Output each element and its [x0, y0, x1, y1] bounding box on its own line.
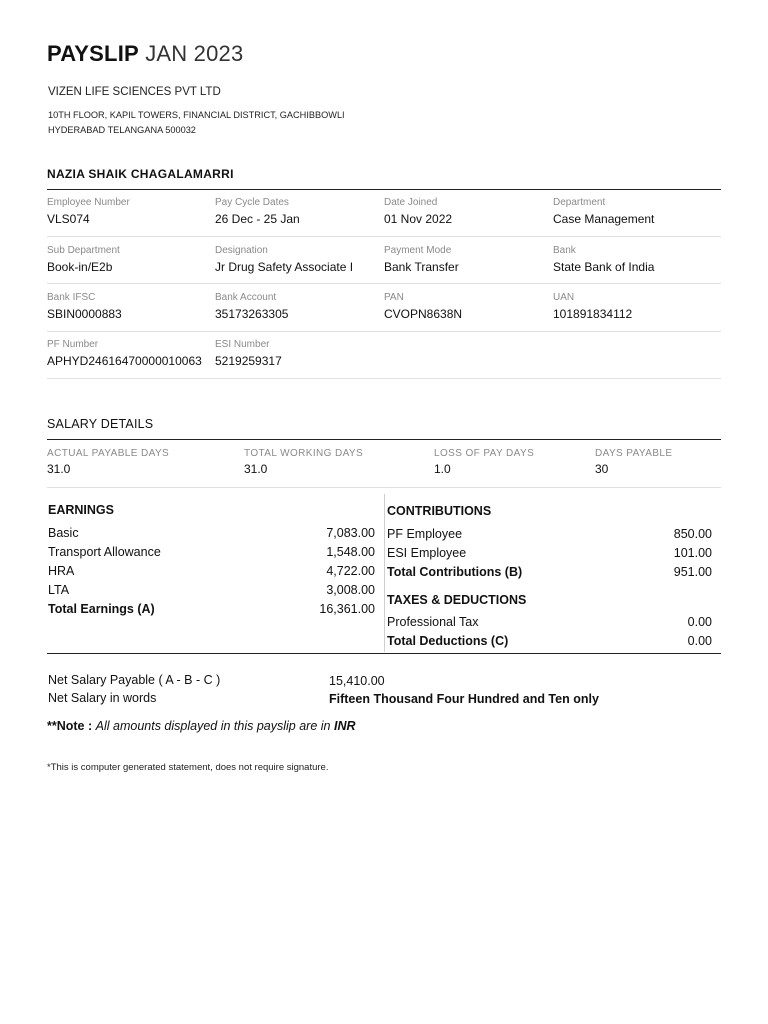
total-earnings-label: Total Earnings (A): [48, 602, 155, 616]
field-label: PF Number: [47, 339, 99, 350]
net-salary-payable-label: Net Salary Payable ( A - B - C ): [48, 673, 221, 687]
salary-details-title: SALARY DETAILS: [47, 417, 154, 431]
total-earnings-amount: 16,361.00: [319, 602, 375, 616]
field-value: 5219259317: [215, 354, 282, 368]
salary-divider: [47, 439, 721, 440]
contribution-name: PF Employee: [387, 527, 463, 541]
days-label: DAYS PAYABLE: [595, 448, 673, 459]
field-label: Bank Account: [215, 292, 277, 303]
note-text: All amounts displayed in this payslip are in: [95, 719, 331, 733]
days-label: LOSS OF PAY DAYS: [434, 448, 535, 459]
field-value: Bank Transfer: [384, 260, 459, 274]
days-label: TOTAL WORKING DAYS: [244, 448, 364, 459]
field-label: Date Joined: [384, 197, 438, 208]
earning-name: Transport Allowance: [48, 545, 161, 559]
title-month: JAN 2023: [145, 41, 244, 66]
field-date-joined: [384, 197, 452, 227]
field-label: Sub Department: [47, 245, 120, 256]
days-value: 30: [595, 462, 609, 476]
field-label: Designation: [215, 245, 268, 256]
note-currency: INR: [333, 719, 356, 733]
row-divider: [47, 331, 721, 332]
earnings-column-divider: [384, 494, 385, 652]
employee-name: NAZIA SHAIK CHAGALAMARRI: [47, 167, 234, 181]
field-designation: [215, 245, 353, 275]
employee-divider: [47, 189, 721, 190]
days-payable: [595, 448, 672, 477]
net-salary-words-value: Fifteen Thousand Four Hundred and Ten only: [329, 692, 599, 706]
field-bank-account: [215, 292, 288, 322]
days-actual-payable: [47, 448, 169, 477]
total-contributions-amount: 951.00: [673, 565, 712, 579]
field-pan: [384, 292, 462, 322]
days-value: 31.0: [47, 462, 71, 476]
field-label: ESI Number: [215, 339, 270, 350]
field-value: Case Management: [553, 212, 655, 226]
field-value: Jr Drug Safety Associate I: [215, 260, 354, 274]
company-address-line2: HYDERABAD TELANGANA 500032: [48, 125, 196, 135]
days-value: 1.0: [434, 462, 451, 476]
net-salary-payable-value: 15,410.00: [329, 674, 385, 688]
field-department: [553, 197, 654, 227]
field-sub-department: [47, 245, 120, 275]
earning-name: HRA: [48, 564, 75, 578]
earning-name: LTA: [48, 583, 70, 597]
field-value: 26 Dec - 25 Jan: [215, 212, 300, 226]
row-divider: [47, 283, 721, 284]
title-payslip: PAYSLIP: [47, 41, 139, 66]
total-deductions-amount: 0.00: [687, 634, 712, 648]
field-value: 101891834112: [553, 307, 633, 321]
row-divider: [47, 236, 721, 237]
total-contributions-label: Total Contributions (B): [387, 565, 523, 579]
contribution-amount: 850.00: [673, 527, 712, 541]
field-pay-cycle-dates: [215, 197, 300, 227]
field-value: 35173263305: [215, 307, 289, 321]
field-label: Pay Cycle Dates: [215, 197, 289, 208]
field-label: PAN: [384, 292, 404, 303]
days-label: ACTUAL PAYABLE DAYS: [47, 448, 170, 459]
field-esi-number: [215, 339, 282, 369]
field-pf-number: [47, 339, 202, 369]
company-address-line1: 10TH FLOOR, KAPIL TOWERS, FINANCIAL DISTRICT, GACHIBBOWLI: [48, 110, 345, 120]
field-value: SBIN0000883: [47, 307, 122, 321]
earning-name: Basic: [48, 526, 79, 540]
field-label: Bank IFSC: [47, 292, 96, 303]
field-bank: [553, 245, 654, 275]
field-label: UAN: [553, 292, 575, 303]
row-divider: [47, 487, 721, 488]
salary-table-bottom-divider: [47, 653, 721, 654]
footer-disclaimer: *This is computer generated statement, does not require signature.: [47, 762, 329, 773]
field-bank-ifsc: [47, 292, 122, 322]
company-name: VIZEN LIFE SCIENCES PVT LTD: [48, 86, 221, 98]
days-loss-of-pay: [434, 448, 534, 477]
contribution-amount: 101.00: [673, 546, 712, 560]
field-label: Employee Number: [47, 197, 130, 208]
deduction-amount: 0.00: [687, 615, 712, 629]
earnings-heading: EARNINGS: [48, 503, 114, 517]
days-total-working: [244, 448, 363, 477]
field-payment-mode: [384, 245, 459, 275]
field-uan: [553, 292, 632, 322]
note-label: **Note :: [47, 719, 93, 733]
total-deductions-label: Total Deductions (C): [387, 634, 509, 648]
earning-amount: 4,722.00: [326, 564, 375, 578]
field-value: Book-in/E2b: [47, 260, 113, 274]
field-label: Department: [553, 197, 606, 208]
deduction-name: Professional Tax: [387, 615, 479, 629]
contribution-name: ESI Employee: [387, 546, 467, 560]
page-title: [47, 40, 243, 68]
field-value: 01 Nov 2022: [384, 212, 453, 226]
field-value: VLS074: [47, 212, 90, 226]
field-label: Payment Mode: [384, 245, 452, 256]
net-salary-words-label: Net Salary in words: [48, 691, 157, 705]
field-value: APHYD24616470000010063: [47, 354, 202, 368]
contributions-heading: CONTRIBUTIONS: [387, 504, 492, 518]
field-label: Bank: [553, 245, 576, 256]
currency-note: [47, 719, 356, 733]
row-divider: [47, 378, 721, 379]
field-employee-number: [47, 197, 130, 227]
field-value: CVOPN8638N: [384, 307, 463, 321]
days-value: 31.0: [244, 462, 268, 476]
deductions-heading: TAXES & DEDUCTIONS: [387, 593, 527, 607]
field-value: State Bank of India: [553, 260, 655, 274]
earning-amount: 3,008.00: [326, 583, 375, 597]
earning-amount: 1,548.00: [326, 545, 375, 559]
earning-amount: 7,083.00: [326, 526, 375, 540]
